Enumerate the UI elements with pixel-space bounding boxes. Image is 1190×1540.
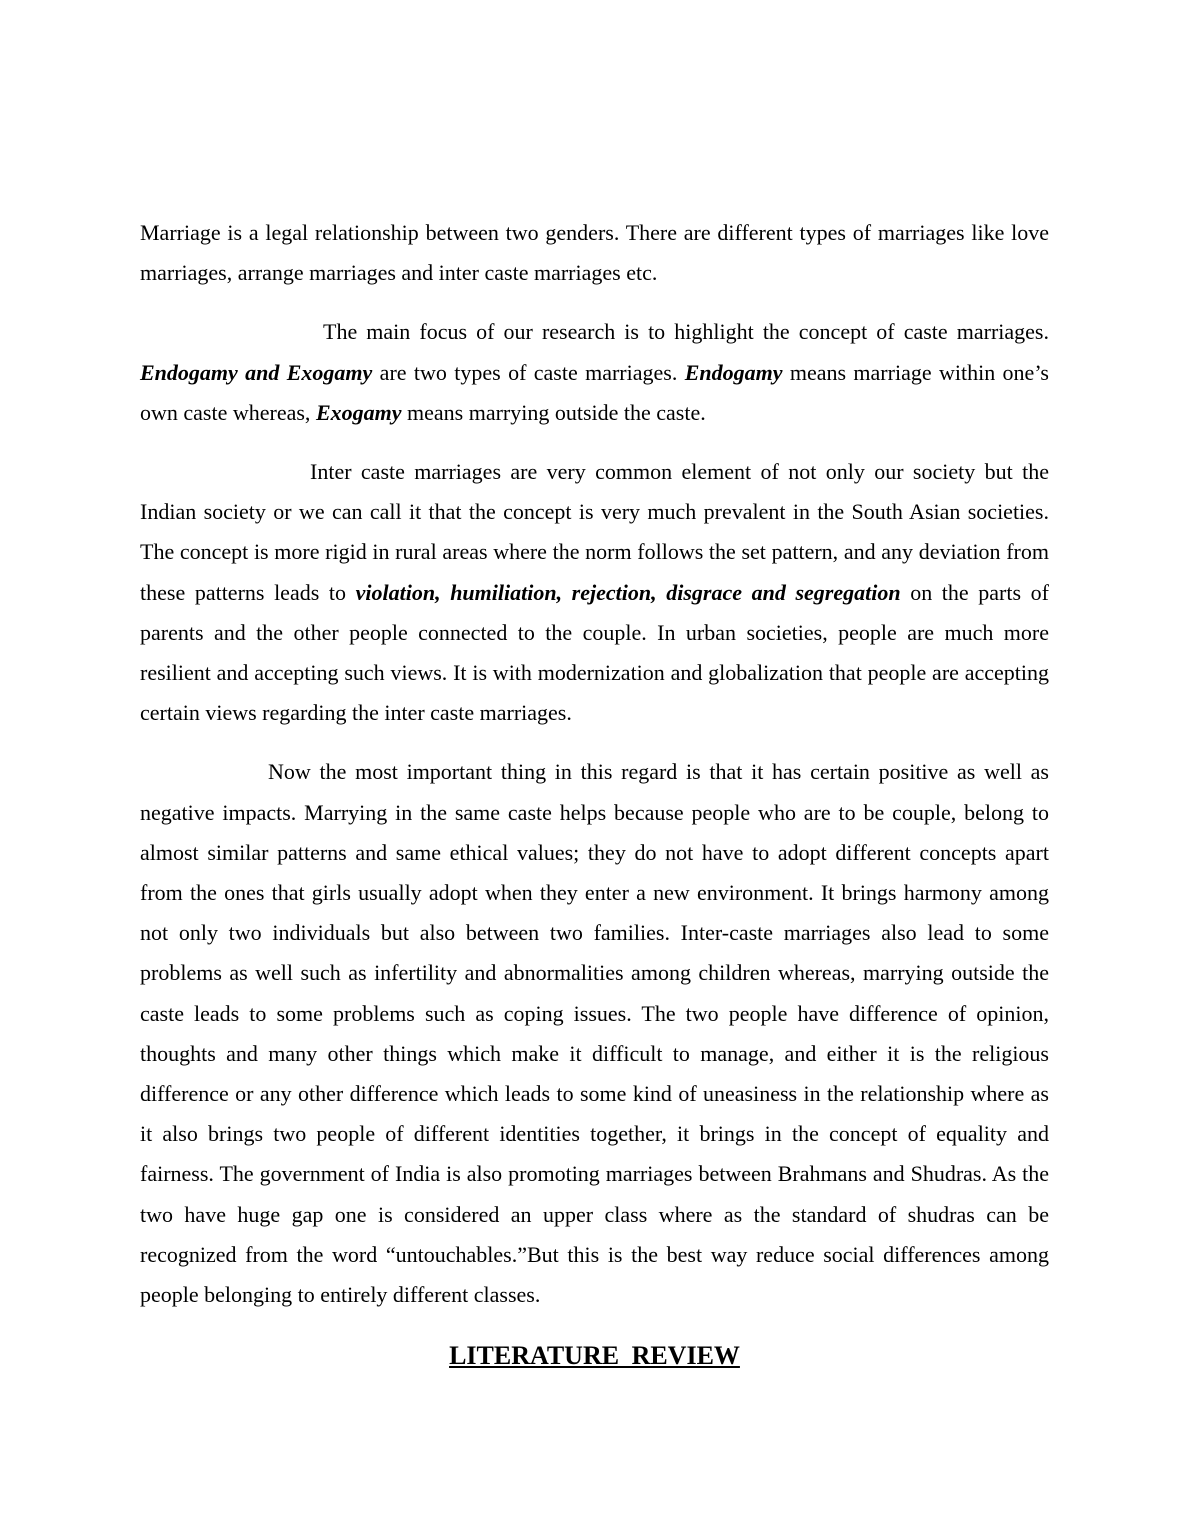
paragraph-2 <box>140 312 1049 433</box>
paragraph-1 <box>140 213 1049 293</box>
paragraph-1-text: Marriage is a legal relationship between two genders. There are different types of marriages like love marriages, arrange marriages and inter caste marriages etc. <box>140 220 1049 286</box>
term-endogamy: Endogamy <box>684 359 783 385</box>
document-page <box>140 213 1049 1376</box>
paragraph-2-text-c: are two types of caste marriages. <box>372 359 685 385</box>
section-heading-literature-review <box>140 1334 1049 1376</box>
emphasis-consequences: violation, humiliation, rejection, disgrace and segregation <box>355 579 901 605</box>
term-endogamy-and-exogamy: Endogamy and Exogamy <box>140 359 373 385</box>
section-heading-text: LITERATURE REVIEW <box>449 1341 740 1371</box>
paragraph-2-text-g: means marrying outside the caste. <box>401 399 706 425</box>
paragraph-3 <box>140 452 1049 733</box>
paragraph-2-text-a: The main focus of our research is to highlight the concept of caste marriages. <box>323 319 1049 345</box>
paragraph-4-text: Now the most important thing in this regard is that it has certain positive as well as negative impacts. Marrying in the same caste helps because people who are to be couple, belong to almost similar patterns and same ethical values; they do not have to adopt different concepts apart from the ones that girls usually adopt when they enter a new environment. It brings harmony among not only two individuals but also between two families. Inter-caste marriages also lead to some problems as well such as infertility and abnormalities among children whereas, marrying outside the caste leads to some problems such as coping issues. The two people have difference of opinion, thoughts and many other things which make it difficult to manage, and either it is the religious difference or any other difference which leads to some kind of uneasiness in the relationship where as it also brings two people of different identities together, it brings in the concept of equality and fairness. The government of India is also promoting marriages between Brahmans and Shudras. As the two have huge gap one is considered an upper class where as the standard of shudras can be recognized from the word “untouchables.”But this is the best way reduce social differences among people belonging to entirely different classes. <box>140 759 1049 1308</box>
term-exogamy: Exogamy <box>315 399 402 425</box>
paragraph-4 <box>140 752 1049 1315</box>
paragraph-3-text-c: on the parts of parents and the other people connected to the couple. In urban societies, people are much more resilient and accepting such views. It is with modernization and globalization that people are accepting certain views regarding the inter caste marriages. <box>140 579 1050 726</box>
paragraph-2-text-e: means marriage within one’s own caste whereas, <box>140 359 1049 425</box>
paragraph-3-text-a: Inter caste marriages are very common element of not only our society but the Indian society or we can call it that the concept is very much prevalent in the South Asian societies. The concept is more rigid in rural areas where the norm follows the set pattern, and any deviation from these patterns leads to <box>140 459 1049 605</box>
